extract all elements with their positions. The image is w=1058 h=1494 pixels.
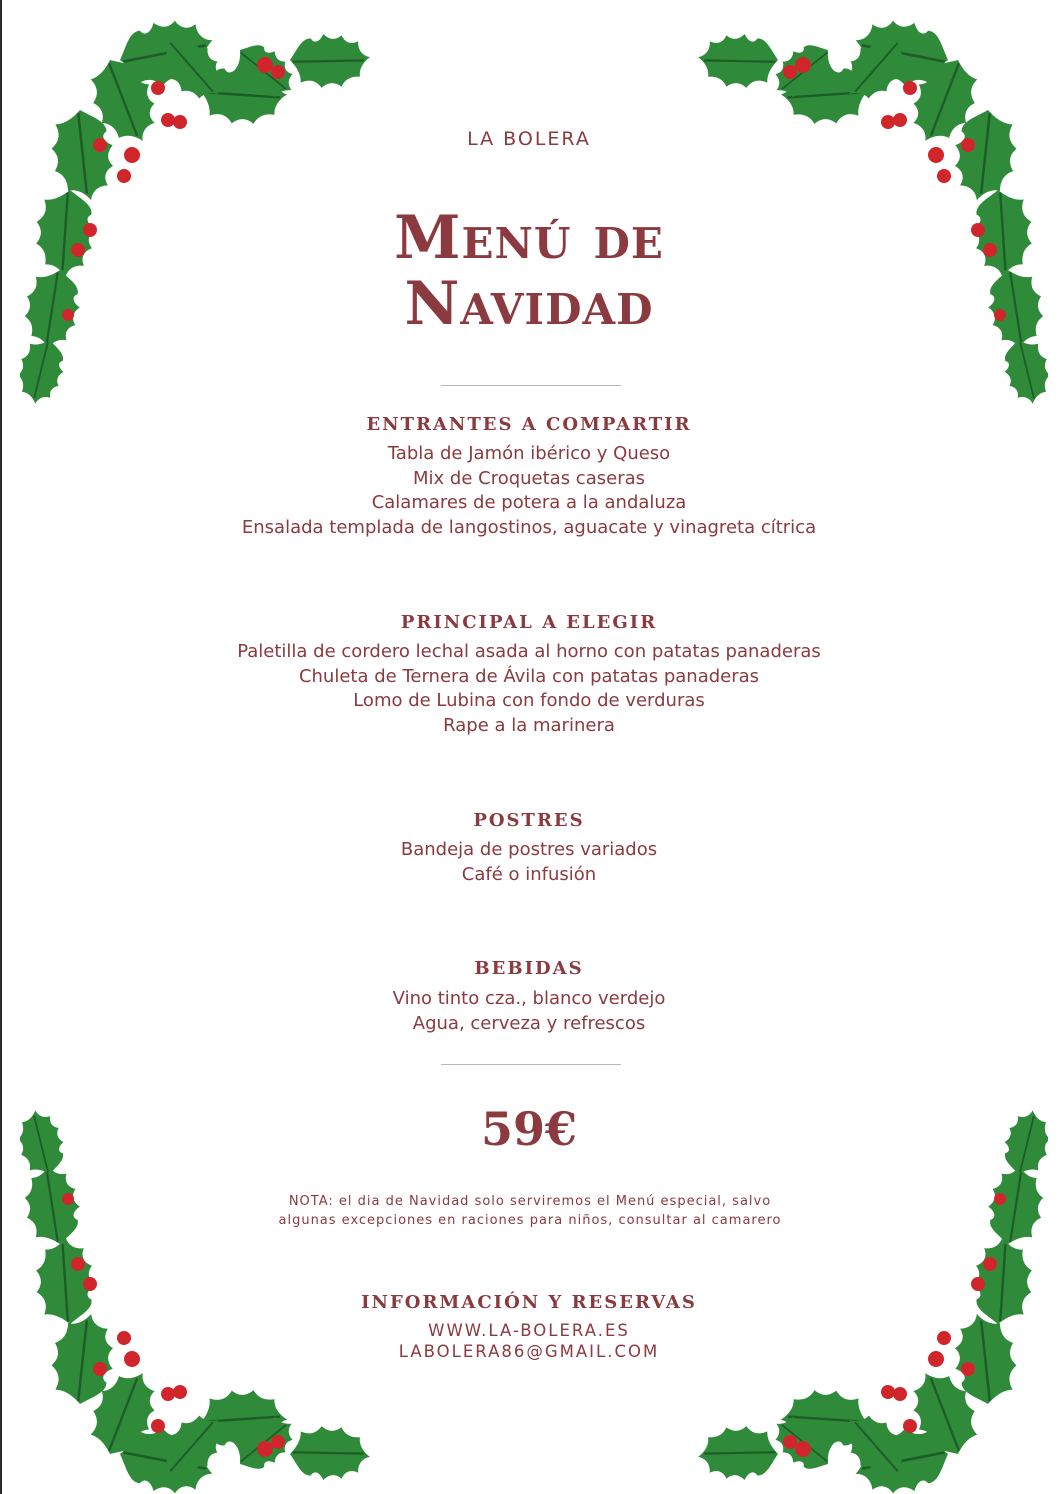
page-title: [0, 205, 1058, 337]
section-items-bebidas: [0, 987, 1058, 1036]
divider: [441, 385, 621, 386]
section-items-postres: [0, 838, 1058, 887]
menu-item: Café o infusión: [461, 863, 597, 885]
website-text: WWW.LA-BOLERA.ES: [428, 1321, 630, 1340]
menu-item: Agua, cerveza y refrescos: [412, 1012, 646, 1034]
menu-item: Paletilla de cordero lechal asada al horno con patatas panaderas: [237, 641, 821, 662]
email-text: LABOLERA86@GMAIL.COM: [398, 1342, 660, 1361]
note-text: NOTA: el dia de Navidad solo serviremos el Menú especial, salvo algunas excepciones en raciones para niños, consultar al camarero: [278, 1194, 782, 1228]
contact-info: [0, 1320, 1058, 1362]
contact-title: INFORMACIÓN Y RESERVAS: [361, 1292, 697, 1313]
section-items-principal: [0, 640, 1058, 738]
title-line-1: Menú de: [394, 203, 664, 273]
section-title-entrantes: ENTRANTES A COMPARTIR: [366, 414, 692, 435]
menu-item: Lomo de Lubina con fondo de verduras: [353, 690, 705, 711]
menu-item: Calamares de potera a la andaluza: [371, 492, 687, 513]
menu-price: 59€: [480, 1102, 578, 1156]
menu-item: Tabla de Jamón ibérico y Queso: [387, 443, 671, 464]
menu-item: Ensalada templada de langostinos, aguacate y vinagreta cítrica: [241, 516, 817, 538]
title-line-2: Navidad: [404, 269, 654, 339]
menu-item: Chuleta de Ternera de Ávila con patatas panaderas: [298, 665, 760, 687]
section-title-bebidas: BEBIDAS: [474, 958, 584, 979]
brand-name: LA BOLERA: [467, 128, 591, 150]
divider: [441, 1064, 621, 1065]
section-title-postres: POSTRES: [473, 810, 585, 831]
section-title-principal: PRINCIPAL A ELEGIR: [400, 612, 658, 633]
menu-item: Bandeja de postres variados: [400, 839, 658, 860]
menu-item: Vino tinto cza., blanco verdejo: [392, 988, 666, 1009]
menu-item: Rape a la marinera: [443, 714, 615, 736]
menu-item: Mix de Croquetas caseras: [413, 467, 645, 489]
section-items-entrantes: [0, 442, 1058, 540]
